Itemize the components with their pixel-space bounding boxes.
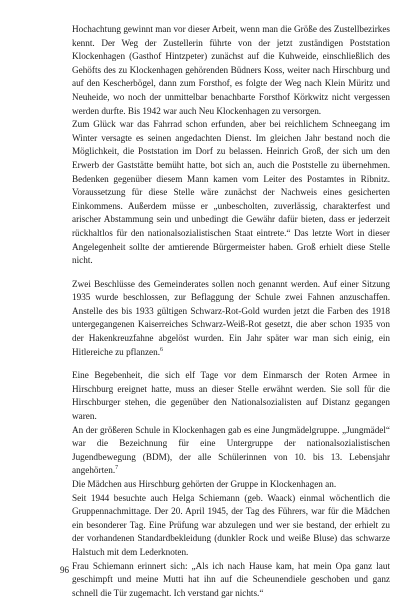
footnote-marker: 6 bbox=[160, 346, 163, 353]
paragraph: Die Mädchen aus Hirschburg gehörten der Gruppe in Klockenhagen an. bbox=[72, 479, 337, 489]
footnote-marker: 7 bbox=[115, 465, 119, 472]
paragraph: Frau Schiemann erinnert sich: „Als ich nach Hause kam, hat mein Opa ganz laut geschimpft und meine Mutti hat ihn auf die Scheunendiele geschoben und ganz schnell die Tür zugemacht. Ich verstand gar nichts.“ bbox=[72, 560, 390, 598]
paragraph: Seit 1944 besuchte auch Helga Schiemann (geb. Waack) einmal wöchentlich die Gruppennachmittage. Der 20. April 1945, der Tag des Führers, war für die Mädchen ein besonderer Tag. Eine Prüfung war abzulegen und wer sie bestand, der erhielt zu der vorhandenen Standardbekleidung (dunkler Rock und weiße Bluse) das schwarze Halstuch mit dem Lederknoten. bbox=[72, 492, 390, 557]
paragraph: Zwei Beschlüsse des Gemeinderates sollen noch genannt werden. Auf einer Sitzung 1935 wurde beschlossen, zur Beflaggung der Schule zwei Fahnen anzuschaffen. Anstelle des bis 1933 gültigen Schwarz-Rot-Gold wurden jetzt die Farben des 1918 untergegangenen Kaiserreiches Schwarz-Weiß-Rot gesetzt, die aber schon 1935 von der Hakenkreuzfahne abgelöst wurden. Ein Jahr später war man sich einig, ein Hitlereiche zu pflanzen.$^6$ bbox=[72, 278, 390, 357]
paragraph: Hochachtung gewinnt man vor dieser Arbeit, wenn man die Größe des Zustellbezirkes kennt. Der Weg der Zustellerin führte von der jetzt zuständigen Poststation Klockenhagen (Gasthof Hintzpeter) zunächst auf die Kuhweide, einschließlich des Gehöfts des zu Klockenhagen gehörenden Büdners Koss, weiter nach Hirschburg und auf den Kescherbögel, dann zum Forsthof, es folgte der Weg nach Klein Müritz und Neuheide, wo noch der unmittelbar benachbarte Forsthof Körkwitz nicht vergessen werden durfte. Bis 1942 war auch Neu Klockenhagen zu versorgen. bbox=[72, 24, 390, 116]
page-body bbox=[72, 23, 390, 600]
paragraph: An der größeren Schule in Klockenhagen gab es eine Jungmädelgruppe. „Jungmädel“ war die Bezeichnung für eine Untergruppe der nationalsozialistischen Jugendbewegung (BDM), der alle Schülerinnen von 10. bis 13. Lebensjahr angehörten.$^7$ bbox=[72, 424, 390, 476]
page-number: 96 bbox=[60, 565, 69, 575]
paragraph: Eine Begebenheit, die sich elf Tage vor dem Einmarsch der Roten Armee in Hirschburg ereignet hatte, muss an dieser Stelle erwähnt werden. Sie soll für die Hirschburger stehen, die gegenüber den Nationalsozialisten auf Distanz gegangen waren. bbox=[72, 370, 390, 422]
paragraph: Zum Glück war das Fahrrad schon erfunden, aber bei reichlichem Schneegang im Winter versagte es seinen angedachten Dienst. Im gleichen Jahr bestand noch die Möglichkeit, die Poststation im Dorf zu belassen. Heinrich Groß, der sich um den Erwerb der Gaststätte bemüht hatte, bot sich an, auch die Poststelle zu übernehmen. Bedenken gegenüber diesem Mann kamen vom Leiter des Postamtes in Ribnitz. Voraussetzung für diese Stelle wäre zunächst der Nachweis eines gesicherten Einkommens. Außerdem müsse er „unbescholten, zuverlässig, charakterfest und arischer Abstammung sein und unbedingt die Gewähr dafür bieten, dass er jederzeit rückhaltlos für den nationalsozialistischen Staat eintrete.“ Das letzte Wort in dieser Angelegenheit sollte der amtierende Bürgermeister haben. Groß erhielt diese Stelle nicht. bbox=[72, 119, 390, 266]
